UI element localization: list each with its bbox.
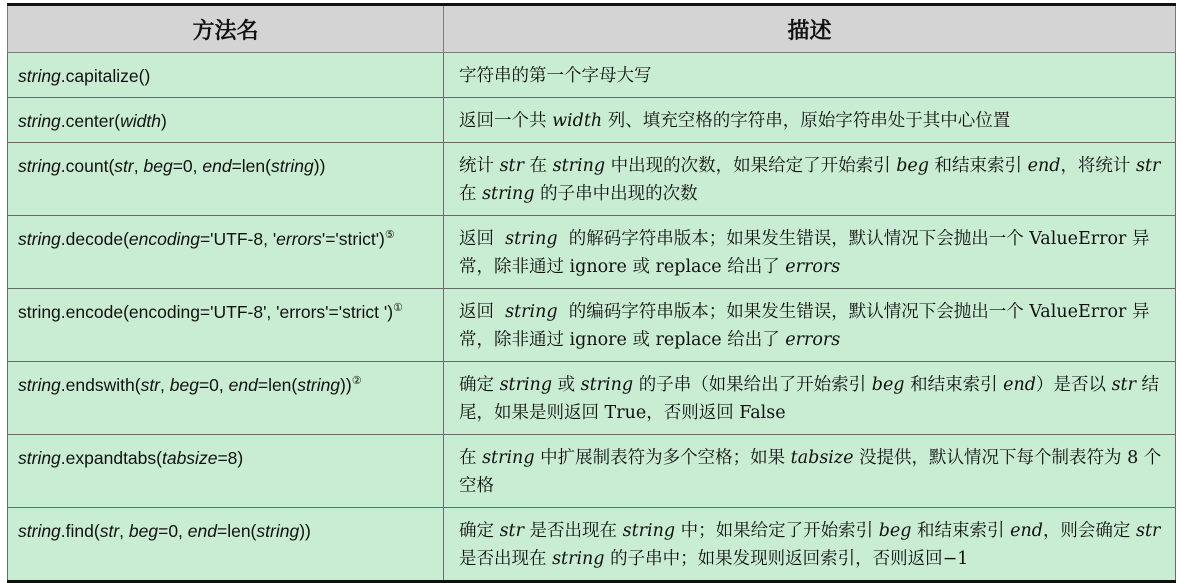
table-row xyxy=(8,435,1176,508)
table-row xyxy=(8,362,1176,435)
table-row xyxy=(8,98,1176,143)
description-cell: 在 string 中扩展制表符为多个空格；如果 tabsize 没提供，默认情况下每个制表符为 8 个空格 xyxy=(444,435,1176,508)
method-cell: string.center(width) xyxy=(8,98,444,143)
description-cell: 字符串的第一个字母大写 xyxy=(444,53,1176,98)
description-cell: 返回 string 的编码字符串版本；如果发生错误，默认情况下会抛出一个 ValueError 异常，除非通过 ignore 或 replace 给出了 errors xyxy=(444,289,1176,362)
table-row xyxy=(8,143,1176,216)
table-body xyxy=(8,53,1176,582)
header-method-name: 方法名 xyxy=(8,5,444,53)
description-cell: 统计 str 在 string 中出现的次数，如果给定了开始索引 beg 和结束索引 end，将统计 str 在 string 的子串中出现的次数 xyxy=(444,143,1176,216)
method-cell: string.encode(encoding='UTF-8', 'errors'='strict ')① xyxy=(8,289,444,362)
method-cell: string.expandtabs(tabsize=8) xyxy=(8,435,444,508)
string-methods-table xyxy=(7,3,1176,583)
header-description: 描述 xyxy=(444,5,1176,53)
string-methods-table-container xyxy=(7,3,1175,583)
description-cell: 返回一个共 width 列、填充空格的字符串，原始字符串处于其中心位置 xyxy=(444,98,1176,143)
table-row xyxy=(8,508,1176,582)
table-header-row xyxy=(8,5,1176,53)
description-cell: 确定 str 是否出现在 string 中；如果给定了开始索引 beg 和结束索引 end，则会确定 str 是否出现在 string 的子串中；如果发现则返回索引，否则返回−1 xyxy=(444,508,1176,582)
table-row xyxy=(8,216,1176,289)
method-cell: string.capitalize() xyxy=(8,53,444,98)
description-cell: 返回 string 的解码字符串版本；如果发生错误，默认情况下会抛出一个 ValueError 异常，除非通过 ignore 或 replace 给出了 errors xyxy=(444,216,1176,289)
method-cell: string.count(str, beg=0, end=len(string)) xyxy=(8,143,444,216)
method-cell: string.find(str, beg=0, end=len(string)) xyxy=(8,508,444,582)
method-cell: string.decode(encoding='UTF-8, 'errors'='strict')⑤ xyxy=(8,216,444,289)
table-row xyxy=(8,289,1176,362)
description-cell: 确定 string 或 string 的子串（如果给出了开始索引 beg 和结束索引 end）是否以 str 结尾，如果是则返回 True，否则返回 False xyxy=(444,362,1176,435)
table-row xyxy=(8,53,1176,98)
method-cell: string.endswith(str, beg=0, end=len(string))② xyxy=(8,362,444,435)
